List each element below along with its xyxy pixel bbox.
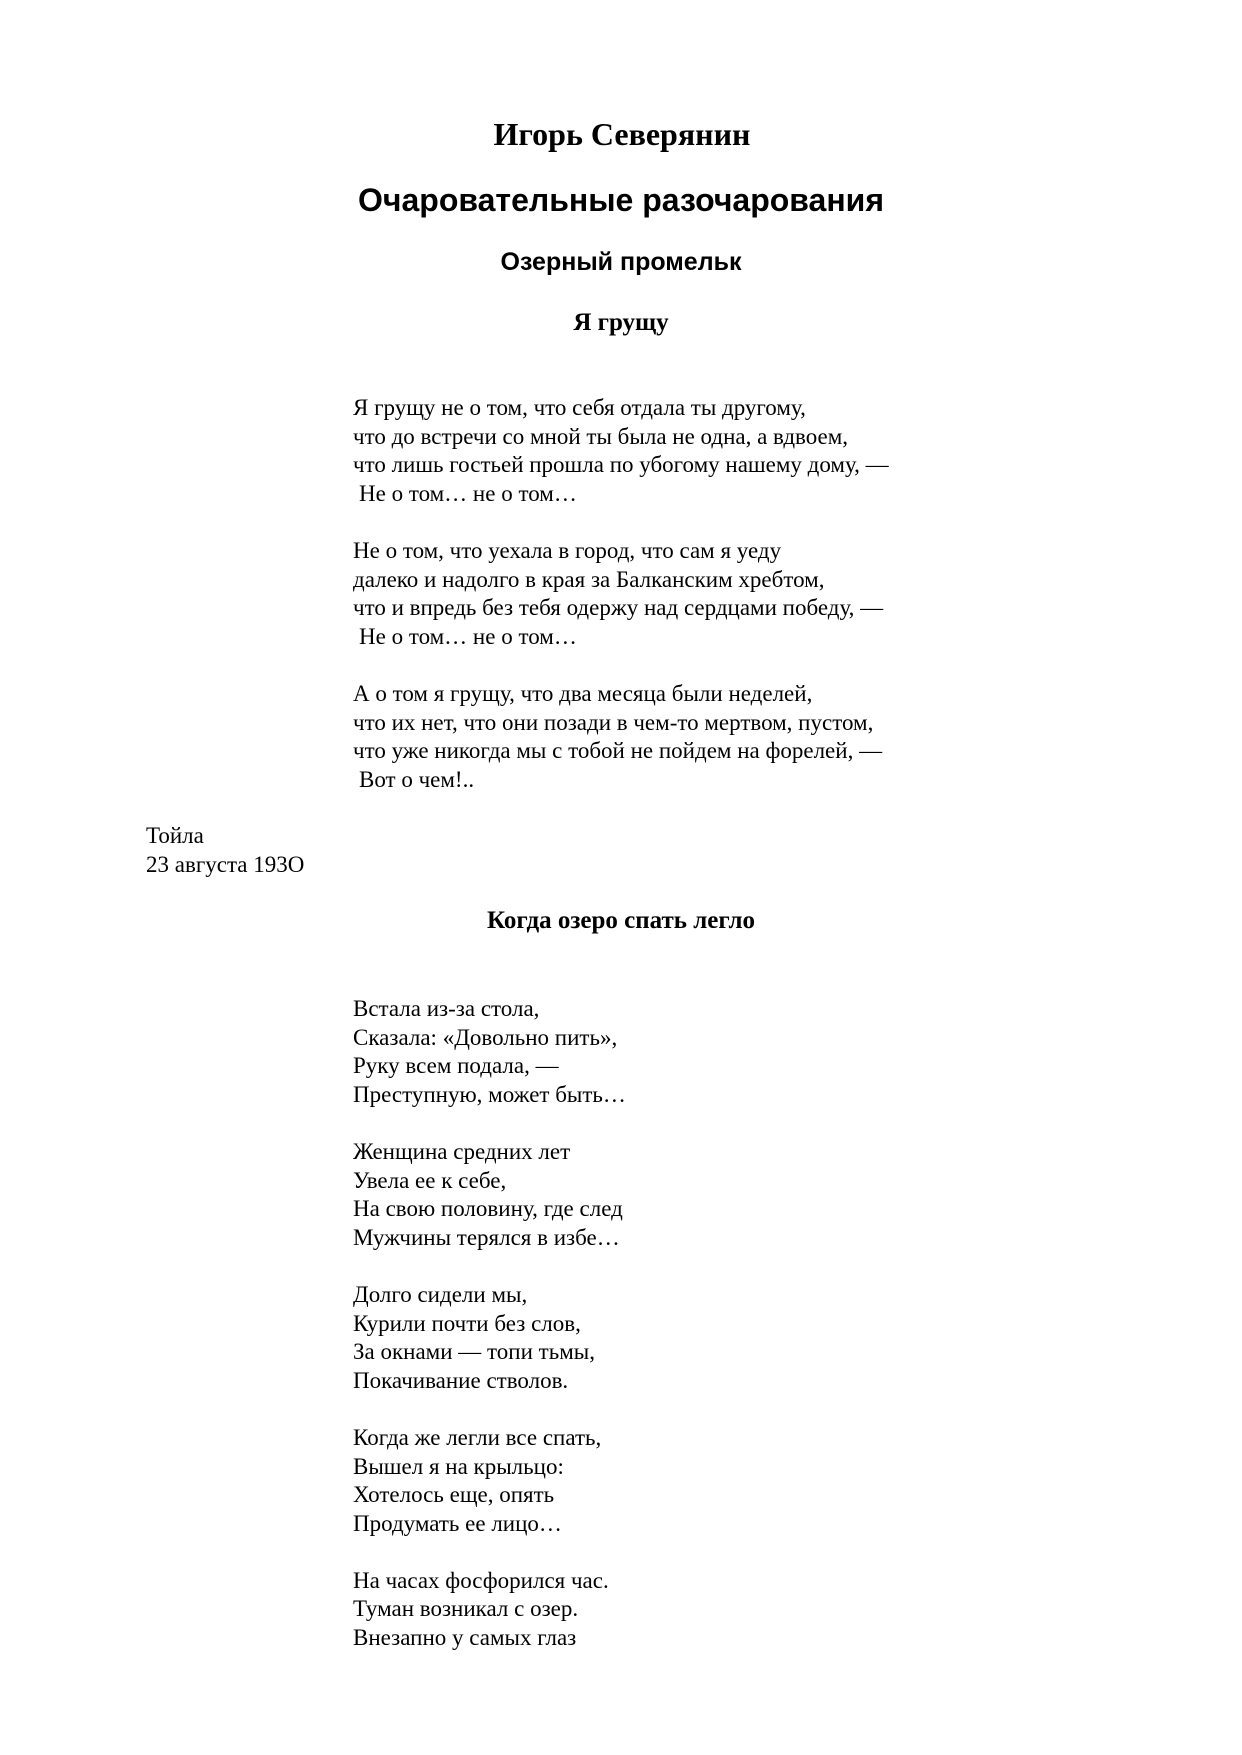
poem-line: что уже никогда мы с тобой не пойдем на форелей, —: [353, 738, 883, 764]
poem-line: Увела ее к себе,: [353, 1167, 507, 1193]
poem-line: За окнами — топи тьмы,: [353, 1339, 595, 1365]
poem-signature: [146, 822, 304, 879]
poem-line: Я грущу не о том, что себя отдала ты другому,: [353, 395, 806, 420]
poem-line: Не о том… не о том…: [359, 480, 577, 506]
poem-line: что их нет, что они позади в чем-то мертвом, пустом,: [353, 709, 874, 735]
poem-line: Продумать ее лицо…: [353, 1510, 562, 1536]
stanza: [353, 537, 889, 651]
stanza: [353, 394, 889, 508]
poem-line: что и впредь без тебя одержу над сердцами победу, —: [353, 595, 884, 621]
author-name: Игорь Северянин: [493, 116, 751, 152]
stanza: [353, 1281, 626, 1395]
poem-line: Долго сидели мы,: [353, 1281, 528, 1307]
stanza: [353, 1567, 626, 1653]
poem-line: Курили почти без слов,: [353, 1310, 581, 1336]
stanza: [353, 1424, 626, 1538]
poem-line: Не о том… не о том…: [359, 623, 577, 649]
poem-line: Туман возникал с озер.: [353, 1596, 579, 1622]
stanza: [353, 1138, 626, 1252]
poem-line: Встала из-за стола,: [353, 996, 540, 1021]
poem-line: Мужчины терялся в избе…: [353, 1224, 620, 1250]
poem-line: Вышел я на крыльцо:: [353, 1453, 564, 1479]
poem-line: далеко и надолго в края за Балканским хребтом,: [353, 566, 825, 592]
poem-line: что лишь гостьей прошла по убогому нашему дому, —: [353, 452, 889, 478]
poem-line: что до встречи со мной ты была не одна, а вдвоем,: [353, 423, 849, 449]
poem-line: А о том я грущу, что два месяца были неделей,: [353, 680, 813, 706]
signature-date: 23 августа 193О: [146, 851, 305, 877]
poem-title: Когда озеро спать легло: [486, 907, 756, 934]
poem-line: Преступную, может быть…: [353, 1081, 626, 1107]
poem-title: Я грущу: [573, 309, 669, 336]
poem-line: Покачивание стволов.: [353, 1367, 569, 1393]
section-title: Озерный промельк: [500, 248, 742, 276]
poem-line: Когда же легли все спать,: [353, 1424, 602, 1450]
stanza: [353, 680, 889, 794]
poem-line: На часах фосфорился час.: [353, 1567, 609, 1593]
poem-line: Руку всем подала, —: [353, 1053, 559, 1079]
stanza: [353, 995, 626, 1109]
poem-line: Вот о чем!..: [359, 766, 475, 792]
poem-line: Женщина средних лет: [353, 1138, 571, 1164]
poem-line: Внезапно у самых глаз: [353, 1625, 577, 1651]
signature-place: Тойла: [146, 823, 204, 848]
poem-line: На свою половину, где след: [353, 1196, 623, 1222]
poem-body: [353, 394, 889, 823]
book-title: Очаровательные разочарования: [358, 182, 884, 218]
poem-line: Хотелось еще, опять: [353, 1482, 555, 1508]
poem-body: [353, 995, 626, 1681]
poem-line: Сказала: «Довольно пить»,: [353, 1024, 618, 1050]
poem-line: Не о том, что уехала в город, что сам я уеду: [353, 537, 782, 563]
